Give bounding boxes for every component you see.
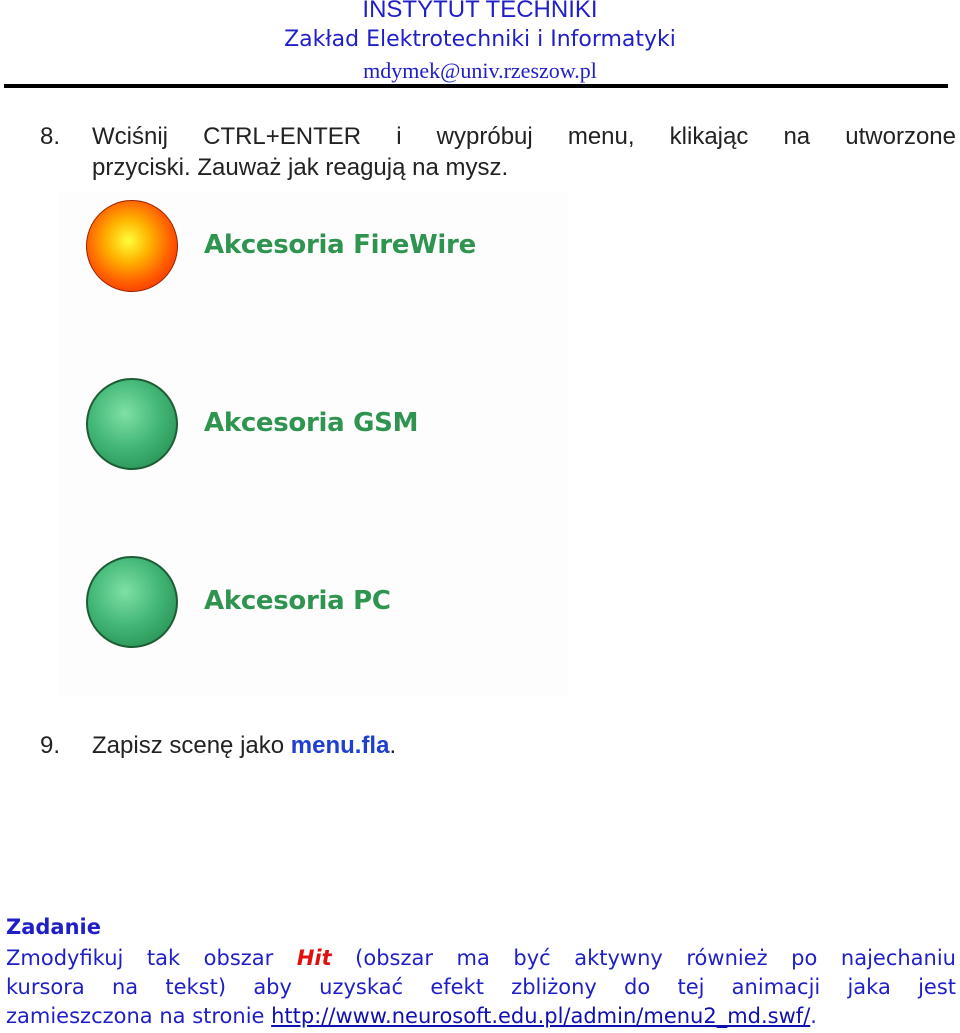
step-8-line-2: przyciski. Zauważ jak reagują na mysz.: [92, 154, 509, 181]
task-line-1-b: (obszar ma być aktywny również po najechaniu: [331, 946, 956, 970]
pc-label[interactable]: Akcesoria PC: [204, 586, 391, 616]
task-line-1: [6, 946, 956, 970]
task-line-1-a: Zmodyfikuj tak obszar: [6, 946, 297, 970]
task-line-2: kursora na tekst) aby uzyskać efekt zbliżony do tej animacji jaka jest: [6, 975, 956, 999]
step-8-line-1: Wciśnij CTRL+ENTER i wypróbuj menu, klikając na utworzone: [92, 123, 956, 150]
animation-link[interactable]: http://www.neurosoft.edu.pl/admin/menu2_md.swf/: [271, 1004, 811, 1028]
step-9-number: 9.: [40, 732, 61, 759]
task-line-3-b: .: [810, 1004, 817, 1028]
firewire-label[interactable]: Akcesoria FireWire: [204, 230, 476, 260]
gsm-circle-button[interactable]: [86, 378, 178, 470]
step-9-text: [92, 732, 396, 760]
step-9-end: .: [389, 732, 397, 759]
header-divider: [4, 84, 948, 88]
contact-email: mdymek@univ.rzeszow.pl: [363, 58, 597, 83]
task-hit-keyword: Hit: [296, 946, 332, 970]
pc-circle-button[interactable]: [86, 556, 178, 648]
menu-demo-screenshot: [58, 192, 568, 697]
gsm-label[interactable]: Akcesoria GSM: [204, 408, 419, 438]
department-name: Zakład Elektrotechniki i Informatyki: [284, 27, 676, 52]
task-line-3: [6, 1004, 956, 1028]
task-title: Zadanie: [6, 915, 101, 939]
step-8-number: 8.: [40, 123, 61, 150]
firewire-circle-button[interactable]: [86, 200, 178, 292]
step-9-filename: menu.fla: [290, 732, 390, 759]
institute-name: INSTYTUT TECHNIKI: [362, 0, 598, 23]
step-9-instruction: Zapisz scenę jako: [92, 732, 291, 759]
task-line-3-a: zamieszczona na stronie: [6, 1004, 272, 1028]
